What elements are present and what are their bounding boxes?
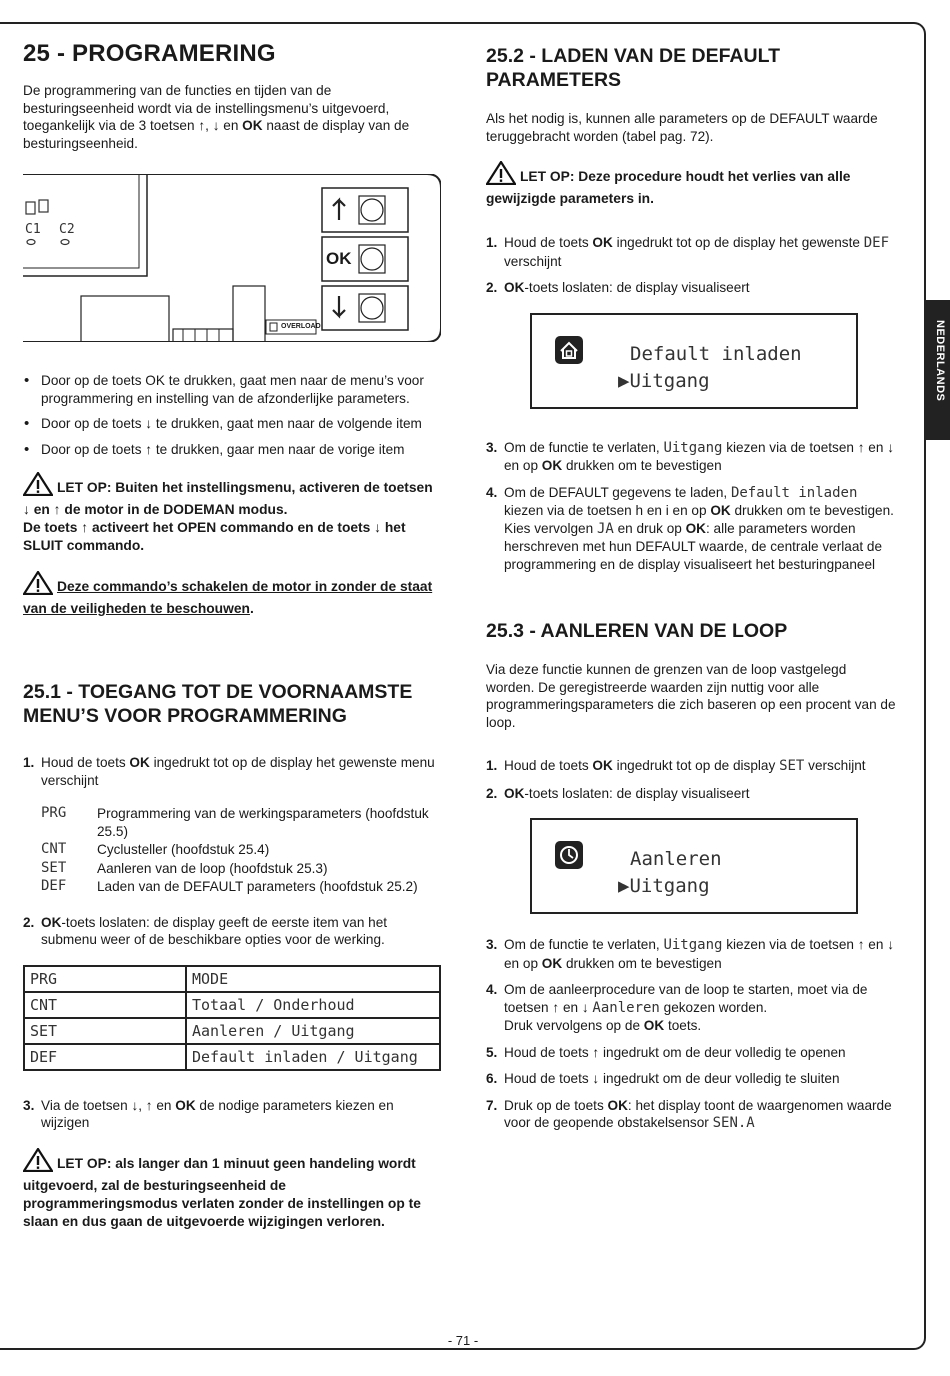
table-row: CNT Totaal / Onderhoud <box>24 992 440 1018</box>
list-item: 2. OK-toets loslaten: de display visualiseert <box>486 785 750 801</box>
section-25-2-intro: Als het nodig is, kunnen alle parameters op de DEFAULT waarde teruggebracht worden (tabel pag. 72). <box>486 111 878 144</box>
abbr-code: PRG <box>41 805 67 821</box>
list-item: 1. Houd de toets OK ingedrukt tot op de display het gewenste menu verschijnt <box>23 755 435 788</box>
c2-label: C2 <box>59 222 75 237</box>
warning-icon <box>23 571 53 600</box>
abbr-desc: Aanleren van de loop (hoofdstuk 25.3) <box>97 860 328 876</box>
language-side-tab <box>926 300 950 440</box>
list-item: 2. OK-toets loslaten: de display visualiseert <box>486 280 750 295</box>
warning-safety: Deze commando’s schakelen de motor in zonder de staat van de veiligheden te beschouwen. <box>23 571 441 618</box>
section-25-1-steps <box>23 754 441 789</box>
list-item: 6. Houd de toets ↓ ingedrukt om de deur volledig te sluiten <box>486 1071 840 1086</box>
section-25-3-steps-b <box>486 936 898 1133</box>
list-item: 1. Houd de toets OK ingedrukt tot op de display het gewenste DEF verschijnt <box>486 235 890 269</box>
list-item: 5. Houd de toets ↑ ingedrukt om de deur volledig te openen <box>486 1044 846 1060</box>
intro-paragraph: De programmering van de functies en tijden van de besturingseenheid wordt via de instellingsmenu’s uitgevoerd, toegankelijk via de 3 toetsen ↑, ↓ en OK naast de display van de besturingseenheid. <box>23 83 410 151</box>
lcd-line-1: Aanleren <box>630 848 722 870</box>
list-item: 4. Om de aanleerprocedure van de loop te starten, moet via de toetsen ↑ en ↓ Aanleren gekozen worden. Druk vervolgens op de OK toets. <box>486 982 868 1033</box>
list-item: 4. Om de DEFAULT gegevens te laden, Default inladen kiezen via de toetsen h en i en op OK drukken om te bevestigen. Kies vervolgen JA en druk op OK: alle parameters worden herschreven met hun DEFAULT waarde, de centrale verlaat de programmering en de display visualiseert het besturingpaneel <box>486 484 894 572</box>
lcd-display-learn <box>530 818 858 914</box>
page-number: - 71 - <box>447 1333 479 1348</box>
list-item: 1. Houd de toets OK ingedrukt tot op de display SET verschijnt <box>486 758 866 774</box>
overload-label: OVERLOAD <box>281 323 321 330</box>
table-row: PRG MODE <box>24 966 440 992</box>
list-item: 3. Om de functie te verlaten, Uitgang kiezen via de toetsen ↑ en ↓ en op OK drukken om te bevestigen <box>486 937 894 971</box>
menu-table <box>23 965 441 1071</box>
warning-timeout: LET OP: als langer dan 1 minuut geen handeling wordt uitgevoerd, zal de besturingseenheid de programmeringsmodus verlaten zonder de instellingen op te slaan en dus gaan de uitgevoerde wijzigingen verloren. <box>23 1148 435 1231</box>
abbr-code: DEF <box>41 878 67 894</box>
section-25-1-step3 <box>23 1097 423 1132</box>
list-item: 3. Via de toetsen ↓, ↑ en OK de nodige parameters kiezen en wijzigen <box>23 1097 394 1130</box>
abbr-desc: Laden van de DEFAULT parameters (hoofdstuk 25.2) <box>97 879 418 894</box>
section-25-2-steps-a <box>486 234 898 297</box>
side-tab-label: NEDERLANDS <box>934 320 946 402</box>
lcd-line-2: ▶Uitgang <box>618 369 710 392</box>
list-item: 2. OK-toets loslaten: de display geeft de eerste item van het submenu weer of de beschikbare opties voor de werking. <box>23 914 388 947</box>
abbr-desc: Programmering van de werkingsparameters (hoofdstuk 25.5) <box>97 806 429 839</box>
section-25-3-title: 25.3 - AANLEREN VAN DE LOOP <box>486 620 788 642</box>
left-column <box>23 40 443 1231</box>
section-25-2-steps-b <box>486 439 898 574</box>
table-row: SET Aanleren / Uitgang <box>24 1018 440 1044</box>
warning-default: LET OP: Deze procedure houdt het verlies van alle gewijzigde parameters in. <box>486 161 898 208</box>
list-item: • Door op de toets ↑ te drukken, gaar men naar de vorige item <box>41 441 441 459</box>
lcd-line-2: ▶Uitgang <box>618 875 710 897</box>
warning-icon <box>23 1148 53 1177</box>
board-drawing <box>23 174 441 342</box>
right-column <box>486 40 898 1142</box>
abbr-code: CNT <box>41 841 67 857</box>
ok-key-label: OK <box>326 249 352 268</box>
page-title: 25 - PROGRAMERING <box>23 40 276 67</box>
navigation-bullets <box>23 372 441 458</box>
c1-label: C1 <box>25 222 41 237</box>
lcd-line-1: Default inladen <box>630 342 802 365</box>
control-board-diagram <box>23 174 441 342</box>
list-item: 7. Druk op de toets OK: het display toont de waargenomen waarde voor de geopende obstakelsensor SEN.A <box>486 1097 892 1131</box>
warning-icon <box>486 161 516 190</box>
section-25-1-title: 25.1 - TOEGANG TOT DE VOORNAAMSTE MENU’S VOOR PROGRAMMERING <box>23 681 413 727</box>
section-25-3-steps-a <box>486 757 898 802</box>
lcd-display-default <box>530 313 858 409</box>
warning-dodeman: LET OP: Buiten het instellingsmenu, activeren de toetsen ↓ en ↑ de motor in de DODEMAN modus. De toets ↑ activeert het OPEN commando en de toets ↓ het SLUIT commando. <box>23 472 441 555</box>
list-item: • Door op de toets ↓ te drukken, gaat men naar de volgende item <box>41 415 441 433</box>
warning-icon <box>23 472 53 501</box>
table-row: DEF Default inladen / Uitgang <box>24 1044 440 1070</box>
section-25-1-step2 <box>23 914 441 949</box>
cycle-icon <box>554 840 584 870</box>
section-25-2-title: 25.2 - LADEN VAN DE DEFAULT PARAMETERS <box>486 45 780 91</box>
abbr-code: SET <box>41 859 67 876</box>
section-25-3-intro: Via deze functie kunnen de grenzen van de loop vastgelegd worden. De geregistreerde waarden zijn nuttig voor alle programmeringsparameters die zich baseren op een procent van de loop. <box>486 662 896 730</box>
list-item: 3. Om de functie te verlaten, Uitgang kiezen via de toetsen ↑ en ↓ en op OK drukken om te bevestigen <box>486 439 894 473</box>
abbr-desc: Cyclusteller (hoofdstuk 25.4) <box>97 842 270 857</box>
list-item: • Door op de toets OK te drukken, gaat men naar de menu’s voor programmering en instelling van de afzonderlijke parameters. <box>41 372 441 407</box>
menu-abbreviations <box>41 805 441 896</box>
home-icon <box>554 335 584 365</box>
